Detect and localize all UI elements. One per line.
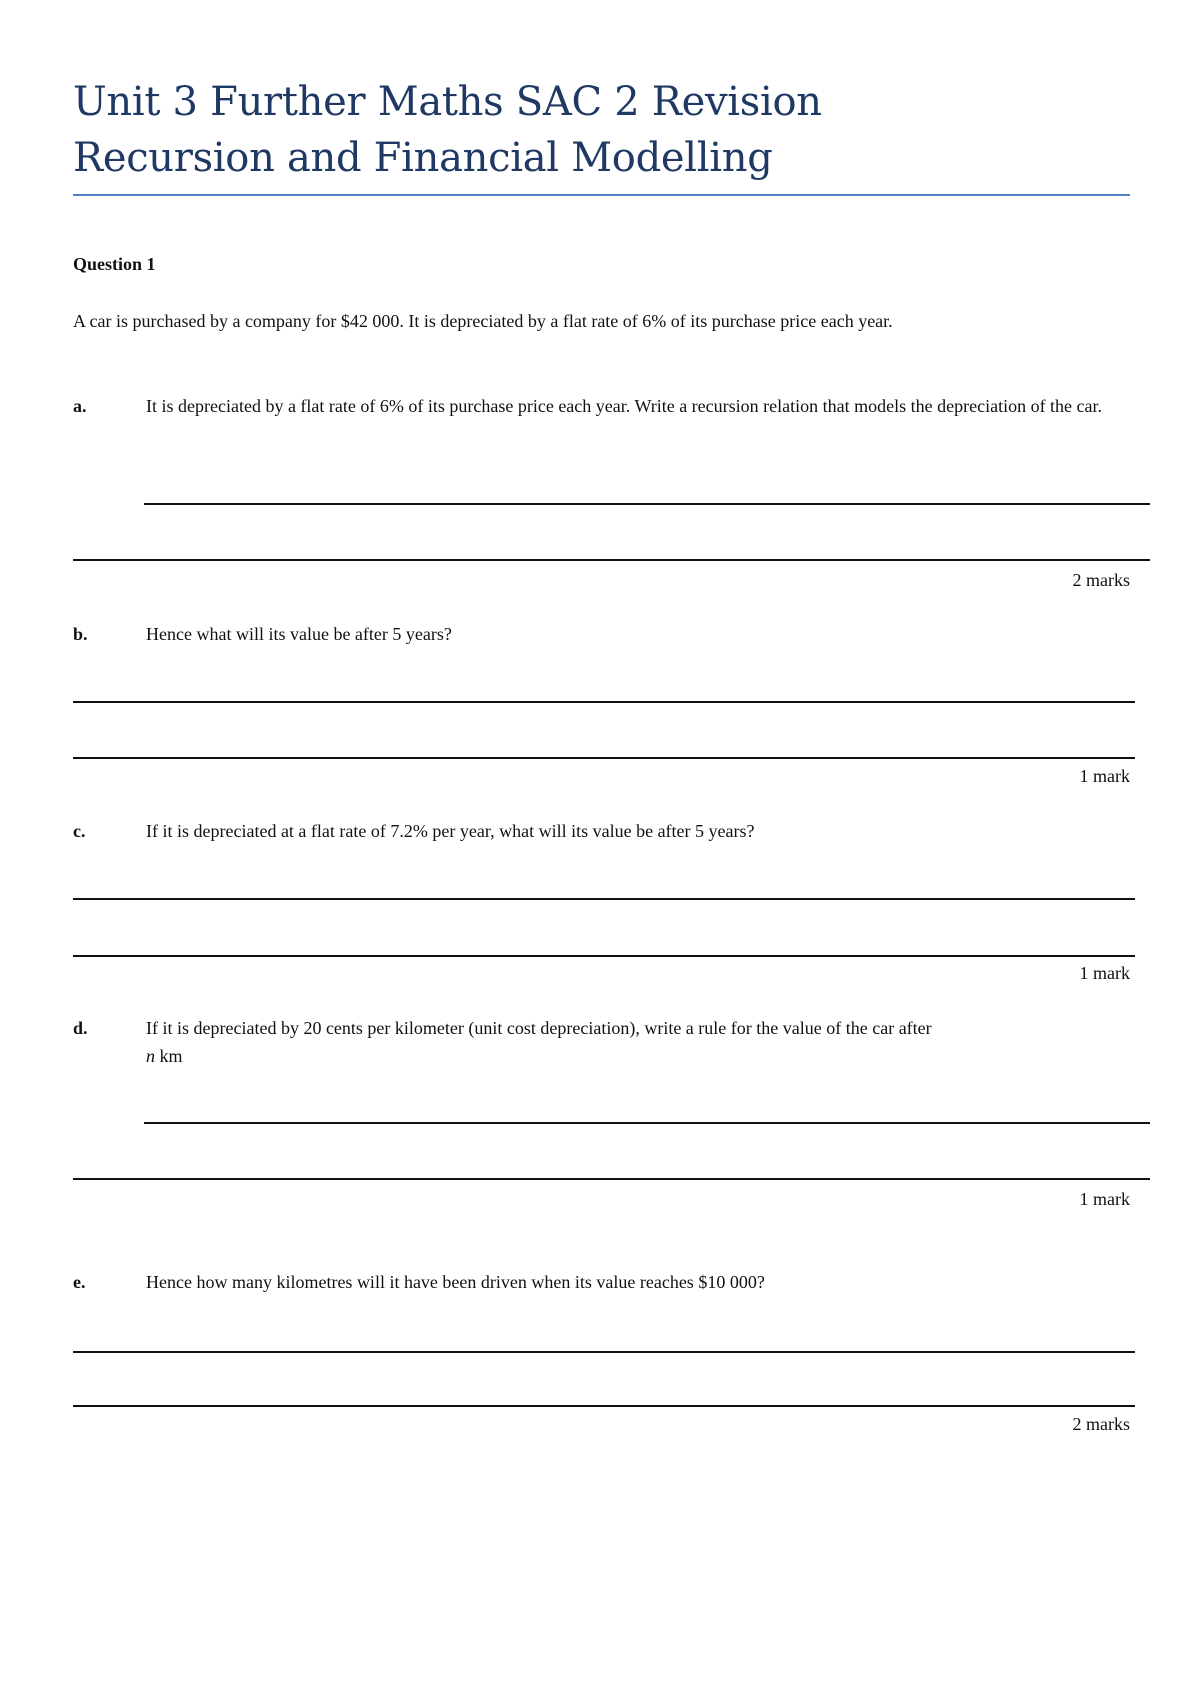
part-c-letter: c. [73, 821, 86, 841]
question-heading: Question 1 [73, 254, 156, 274]
part-d-answer-line-1[interactable] [144, 1122, 1150, 1124]
part-a-text: It is depreciated by a flat rate of 6% of its purchase price each year. Write a recursion relation that models the depreciation of the car. [146, 396, 1103, 416]
part-a-answer-line-1[interactable] [144, 503, 1150, 505]
part-b-marks: 1 mark [1079, 766, 1130, 786]
part-a-marks: 2 marks [1072, 570, 1130, 590]
document-title-line2: Recursion and Financial Modelling [73, 135, 773, 181]
question-intro: A car is purchased by a company for $42 000. It is depreciated by a flat rate of 6% of its purchase price each year. [73, 311, 893, 331]
part-d-marks: 1 mark [1079, 1189, 1130, 1209]
part-a-letter: a. [73, 396, 87, 416]
part-b-answer-line-2[interactable] [73, 757, 1135, 759]
part-e-text: Hence how many kilometres will it have been driven when its value reaches $10 000? [146, 1272, 765, 1292]
part-c-answer-line-1[interactable] [73, 898, 1135, 900]
part-b-letter: b. [73, 624, 88, 644]
part-d-letter: d. [73, 1018, 88, 1038]
part-d-text: If it is depreciated by 20 cents per kilometer (unit cost depreciation), write a rule for the value of the car after [146, 1018, 932, 1038]
part-c-answer-line-2[interactable] [73, 955, 1135, 957]
part-e-answer-line-2[interactable] [73, 1405, 1135, 1407]
part-b-text: Hence what will its value be after 5 years? [146, 624, 452, 644]
part-c-marks: 1 mark [1079, 963, 1130, 983]
document-title-line1: Unit 3 Further Maths SAC 2 Revision [73, 79, 822, 125]
part-e-letter: e. [73, 1272, 86, 1292]
part-d-answer-line-2[interactable] [73, 1178, 1150, 1180]
part-a-answer-line-2[interactable] [73, 559, 1150, 561]
part-e-marks: 2 marks [1072, 1414, 1130, 1434]
part-d-variable: n [146, 1046, 155, 1066]
part-b-answer-line-1[interactable] [73, 701, 1135, 703]
part-c-text: If it is depreciated at a flat rate of 7.2% per year, what will its value be after 5 years? [146, 821, 755, 841]
part-e-answer-line-1[interactable] [73, 1351, 1135, 1353]
part-d-unit: km [155, 1046, 183, 1066]
part-d-text-block [146, 1014, 1131, 1070]
title-underline [73, 194, 1130, 196]
